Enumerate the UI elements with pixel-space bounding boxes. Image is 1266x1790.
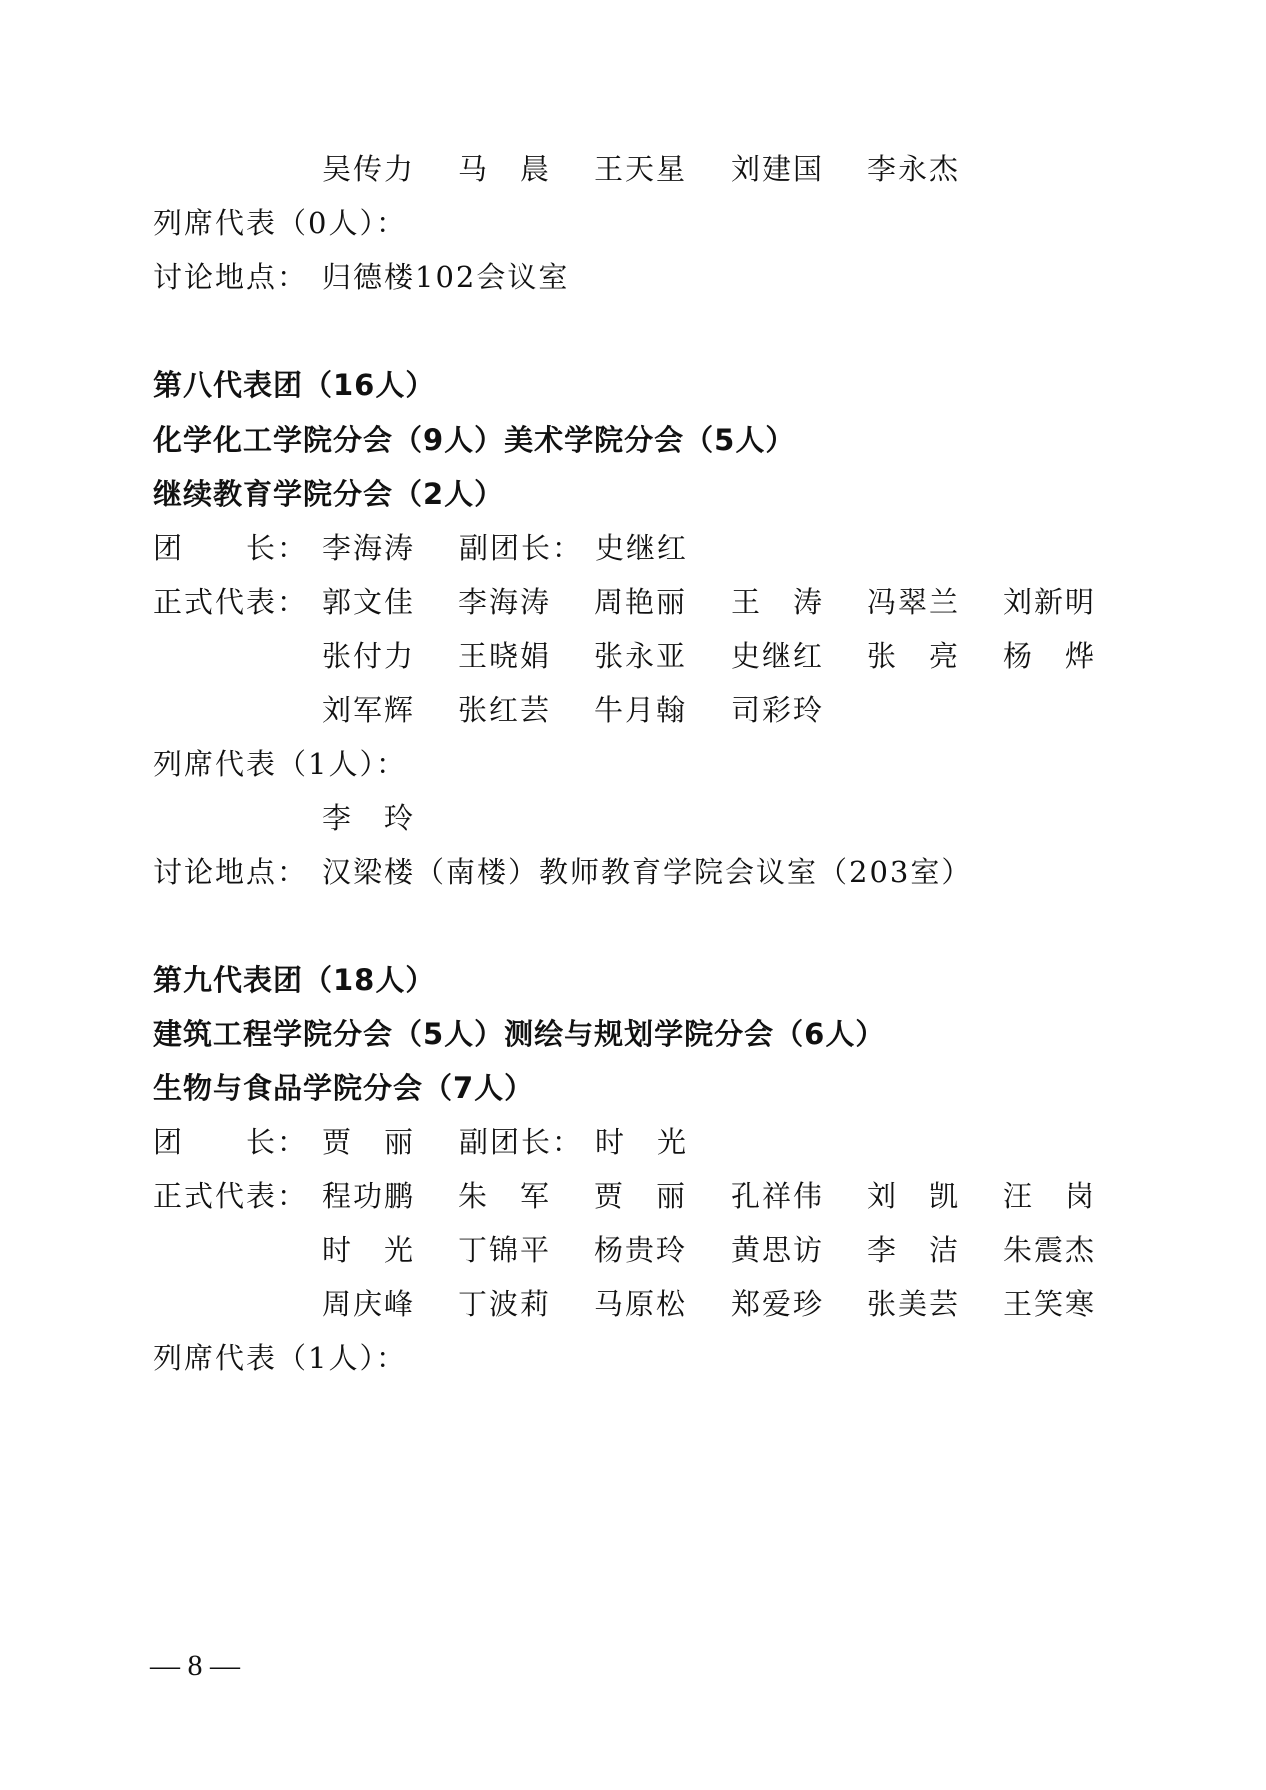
delegate-name: 牛月翰 [594, 693, 688, 727]
delegate-name: 程功鹏 [322, 1179, 416, 1213]
delegate-name: 李海涛 [458, 585, 552, 619]
delegate-name: 孔祥伟 [731, 1179, 825, 1213]
vice-leader-label: 副团长： [459, 531, 584, 565]
delegate-name: 周艳丽 [594, 585, 688, 619]
group-branches: 化学化工学院分会（9人）美术学院分会（5人） [153, 423, 796, 457]
delegate-name: 王笑寒 [1003, 1287, 1097, 1321]
group-branches: 生物与食品学院分会（7人） [153, 1071, 535, 1105]
attending-name: 李 玲 [322, 801, 416, 835]
delegate-name: 张付力 [322, 639, 416, 673]
delegate-name: 李永杰 [867, 152, 961, 186]
attending-label: 列席代表（1人）： [153, 1341, 407, 1375]
delegate-name: 朱 军 [458, 1179, 552, 1213]
delegate-name: 吴传力 [322, 152, 416, 186]
names-container [322, 582, 1262, 622]
names-container [322, 1230, 1262, 1270]
delegate-name: 时 光 [322, 1233, 416, 1267]
delegate-name: 杨 烨 [1003, 639, 1097, 673]
delegate-name: 冯翠兰 [867, 585, 961, 619]
delegate-name: 王 涛 [731, 585, 825, 619]
delegate-name: 郑爱珍 [731, 1287, 825, 1321]
delegate-name: 张 亮 [867, 639, 961, 673]
formal-delegates-label: 正式代表： [153, 1179, 309, 1213]
names-container [322, 636, 1262, 676]
attending-label: 列席代表（1人）： [153, 747, 407, 781]
leader-value: 贾 丽 [322, 1125, 416, 1159]
formal-delegates-label: 正式代表： [153, 585, 309, 619]
group-branches: 建筑工程学院分会（5人）测绘与规划学院分会（6人） [153, 1017, 886, 1051]
leader-label: 团 长： [153, 531, 309, 565]
vice-leader-value: 时 光 [595, 1125, 689, 1159]
delegate-name: 周庆峰 [322, 1287, 416, 1321]
location-value: 汉梁楼（南楼）教师教育学院会议室（203室） [322, 855, 973, 889]
vice-leader-label: 副团长： [459, 1125, 584, 1159]
location-value: 归德楼102会议室 [322, 260, 570, 294]
delegate-name: 黄思访 [731, 1233, 825, 1267]
group-title: 第八代表团（16人） [153, 368, 436, 402]
delegate-name: 李 洁 [867, 1233, 961, 1267]
page-number: — 8 — [150, 1649, 240, 1682]
delegate-name: 马 晨 [458, 152, 552, 186]
delegate-name: 刘军辉 [322, 693, 416, 727]
delegate-name: 朱震杰 [1003, 1233, 1097, 1267]
delegate-name: 丁波莉 [458, 1287, 552, 1321]
delegate-name: 马原松 [594, 1287, 688, 1321]
names-container [322, 690, 1262, 730]
names-container [322, 1176, 1262, 1216]
vice-leader-value: 史继红 [595, 531, 689, 565]
names-container [322, 1284, 1262, 1324]
delegate-name: 郭文佳 [322, 585, 416, 619]
delegate-name: 刘建国 [731, 152, 825, 186]
delegate-name: 丁锦平 [458, 1233, 552, 1267]
leader-value: 李海涛 [322, 531, 416, 565]
delegate-name: 史继红 [731, 639, 825, 673]
group-title: 第九代表团（18人） [153, 963, 436, 997]
delegate-name: 杨贵玲 [594, 1233, 688, 1267]
delegate-name: 王天星 [594, 152, 688, 186]
names-container [322, 149, 1262, 189]
delegate-name: 张红芸 [458, 693, 552, 727]
delegate-name: 司彩玲 [731, 693, 825, 727]
location-label: 讨论地点： [153, 855, 309, 889]
delegate-name: 张永亚 [594, 639, 688, 673]
leader-label: 团 长： [153, 1125, 309, 1159]
delegate-name: 张美芸 [867, 1287, 961, 1321]
delegate-name: 刘 凯 [867, 1179, 961, 1213]
delegate-name: 王晓娟 [458, 639, 552, 673]
location-label: 讨论地点： [153, 260, 309, 294]
names-container [322, 798, 1262, 838]
group-branches: 继续教育学院分会（2人） [153, 477, 505, 511]
delegate-name: 汪 岗 [1003, 1179, 1097, 1213]
delegate-name: 刘新明 [1003, 585, 1097, 619]
attending-label: 列席代表（0人）： [153, 206, 407, 240]
delegate-name: 贾 丽 [594, 1179, 688, 1213]
